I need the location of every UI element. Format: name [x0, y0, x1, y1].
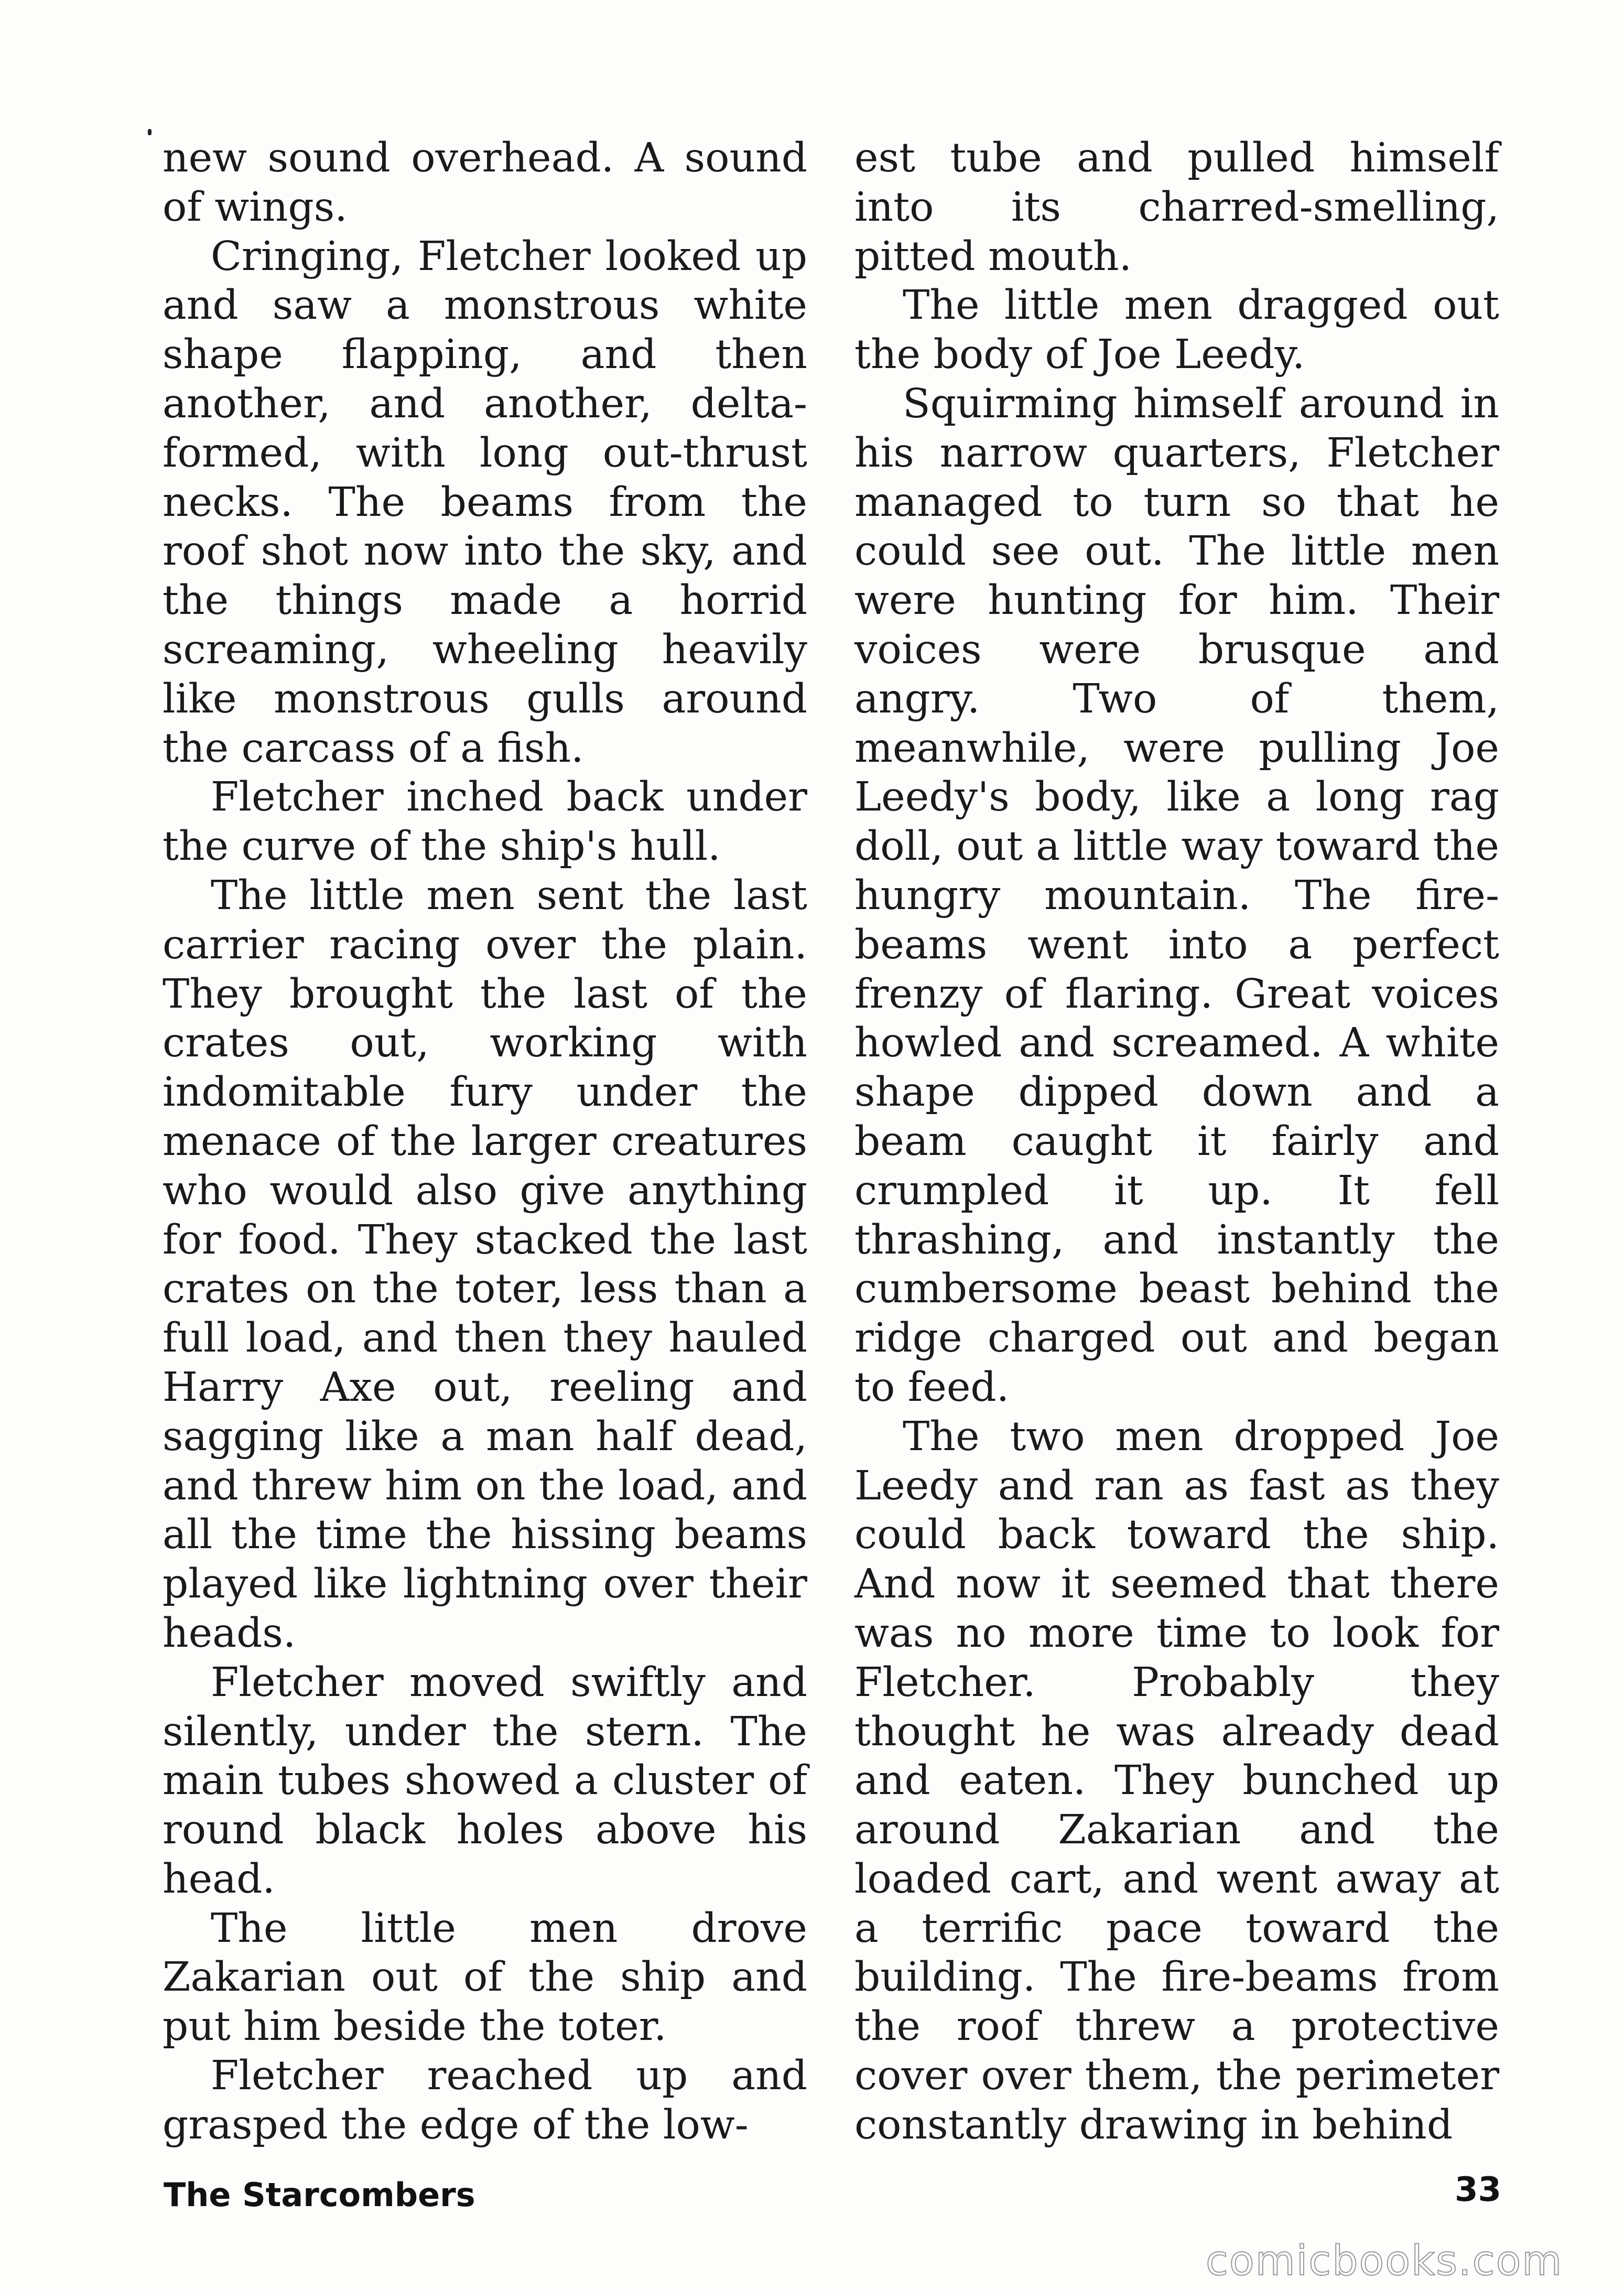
paragraph: est tube and pulled himself into its charred-smelling, pitted mouth.: [854, 135, 1499, 280]
running-footer-title: The Starcombers: [164, 2176, 475, 2214]
paragraph: Fletcher inched back under the curve of the ship's hull.: [163, 774, 807, 870]
paragraph: The two men dropped Joe Leedy and ran as fast as they could back toward the ship. And now it seemed that there was no more time to look for Fletcher. Probably they thought he was already dead and eaten. They bunched up around Zakarian and the loaded cart, and went away at a terrific pace toward the building. The fire-beams from the roof threw a protective cover over them, the perimeter constantly drawing in behind: [854, 1413, 1499, 2148]
page-number: 33: [1455, 2170, 1502, 2209]
paragraph: The little men sent the last carrier racing over the plain. They brought the last of the crates out, working with indomitable fury under the menace of the larger creatures who would also give anything for food. They stacked the last crates on the toter, less than a full load, and then they hauled Harry Axe out, reeling and sagging like a man half dead, and threw him on the load, and all the time the hissing beams played like lightning over their heads.: [163, 872, 807, 1657]
paragraph: The little men drove Zakarian out of the ship and put him beside the toter.: [163, 1905, 807, 2050]
paragraph: Cringing, Fletcher looked up and saw a monstrous white shape flapping, and then another, and another, delta-formed, with long out-thrust necks. The beams from the roof shot now into the sky, and the things made a horrid screaming, wheeling heavily like monstrous gulls around the carcass of a fish.: [163, 233, 807, 772]
paragraph: Squirming himself around in his narrow quarters, Fletcher managed to turn so that he could see out. The little men were hunting for him. Their voices were brusque and angry. Two of them, meanwhile, were pulling Joe Leedy's body, like a long rag doll, out a little way toward the hungry mountain. The fire-beams went into a perfect frenzy of flaring. Great voices howled and screamed. A white shape dipped down and a beam caught it fairly and crumpled it up. It fell thrashing, and instantly the cumbersome beast behind the ridge charged out and began to feed.: [854, 380, 1499, 1411]
paragraph: new sound overhead. A sound of wings.: [163, 135, 807, 231]
paragraph: Fletcher reached up and grasped the edge of the low-: [163, 2053, 807, 2148]
watermark: comicbooks.com: [1206, 2238, 1563, 2285]
print-speck: [148, 129, 151, 135]
right-column: [854, 134, 1499, 2150]
left-column: [163, 134, 807, 2150]
paragraph: The little men dragged out the body of Joe Leedy.: [854, 282, 1499, 379]
paragraph: Fletcher moved swiftly and silently, under the stern. The main tubes showed a cluster of round black holes above his head.: [163, 1659, 807, 1903]
